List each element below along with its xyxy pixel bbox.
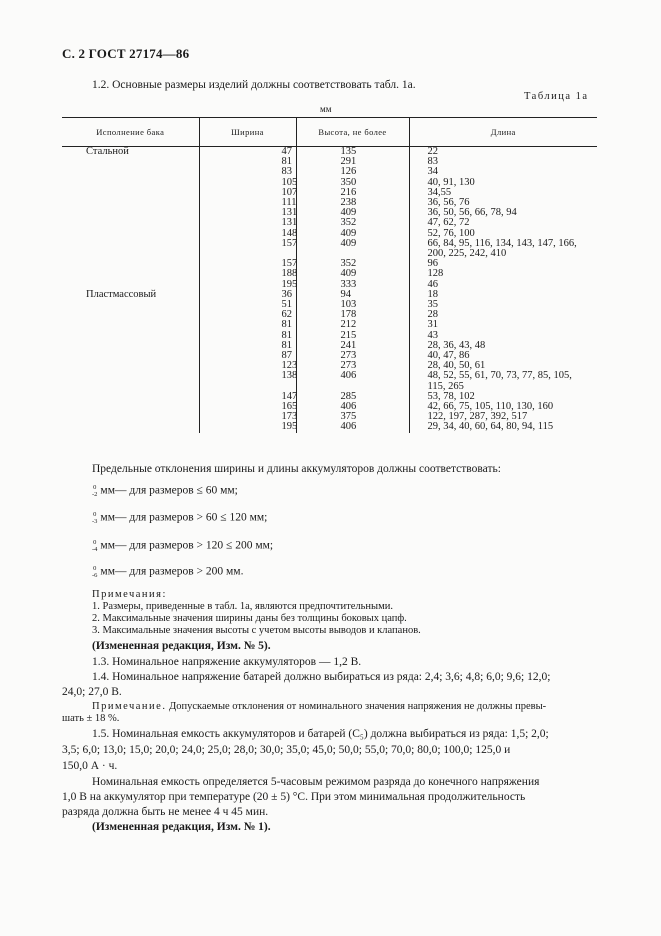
height-cell: 273 [296,361,409,371]
length-line: 122, 197, 287, 392, 517 [427,411,528,423]
material-cell [62,157,199,167]
material-cell [62,229,199,239]
table-row [62,300,597,310]
length-line: 42, 66, 75, 105, 110, 130, 160 [427,401,554,413]
width-cell: 195 [199,280,296,290]
width-cell: 111 [199,198,296,208]
paragraph-1-3: 1.3. Номинальное напряжение аккумуляторов — 1,2 В. [92,656,362,668]
paragraph-capacity: Номинальная емкость определяется 5-часовым режимом разряда до конечного напряжения [92,776,540,788]
length-line: 200, 225, 242, 410 [427,248,507,260]
height-cell: 352 [296,218,409,228]
height-cell: 406 [296,402,409,412]
deviation-line: 0 -4 мм— для размеров > 120 ≤ 200 мм; [92,539,274,553]
material-cell [62,320,199,330]
width-cell: 138 [199,371,296,391]
revision-note: (Измененная редакция, Изм. № 5). [92,640,271,652]
height-cell: 94 [296,290,409,300]
material-cell [62,259,199,269]
notes-title: Примечания: [92,589,167,600]
column-header: Высота, не более [296,118,409,147]
length-line: 46 [427,278,438,290]
height-cell: 241 [296,341,409,351]
height-cell: 352 [296,259,409,269]
height-cell: 178 [296,310,409,320]
height-cell: 215 [296,331,409,341]
height-cell: 103 [296,300,409,310]
material-cell: Стальной [86,146,129,157]
height-cell: 216 [296,188,409,198]
paragraph-1-5: 1.5. Номинальная емкость аккумуляторов и батарей (C₅) должна выбираться из ряда: 1,5; 2,0; [92,728,549,740]
width-cell: 157 [199,259,296,269]
material-cell [62,422,199,432]
length-line: 28, 40, 50, 61 [427,360,486,372]
width-cell: 165 [199,402,296,412]
material-cell [62,331,199,341]
material-cell [62,198,199,208]
width-cell: 148 [199,229,296,239]
material-cell [62,239,199,259]
width-cell: 131 [199,208,296,218]
length-line: 40, 47, 86 [427,350,470,362]
width-cell: 147 [199,392,296,402]
table-row [62,371,597,391]
width-cell: 36 [199,290,296,300]
length-line: 115, 265 [427,380,464,392]
material-cell [62,310,199,320]
height-cell: 285 [296,392,409,402]
material-cell [62,300,199,310]
width-cell: 81 [199,157,296,167]
table-row [62,259,597,269]
length-cell [409,422,597,432]
length-line: 34,55 [427,186,452,198]
width-cell: 105 [199,178,296,188]
length-line: 36, 50, 56, 66, 78, 94 [427,207,517,219]
material-cell [62,208,199,218]
table-row [62,239,597,259]
width-cell: 173 [199,412,296,422]
width-cell: 81 [199,341,296,351]
table-row [62,167,597,177]
height-cell: 333 [296,280,409,290]
tolerance-fraction: 0 -3 [92,511,98,525]
height-cell: 406 [296,422,409,432]
length-cell [409,239,597,259]
length-line: 22 [427,146,438,157]
length-line: 36, 56, 76 [427,197,470,209]
height-cell: 406 [296,371,409,391]
deviation-line: 0 -2 мм— для размеров ≤ 60 мм; [92,484,238,498]
table-row [62,218,597,228]
note-item: 1. Размеры, приведенные в табл. 1а, являются предпочтительными. [92,601,393,612]
table-unit: мм [320,104,332,114]
width-cell: 81 [199,331,296,341]
height-cell: 126 [296,167,409,177]
tolerance-fraction: 0 -2 [92,484,98,498]
paragraph-capacity-cont: 1,0 В на аккумулятор при температуре (20 ± 5) °С. При этом минимальная продолжительность [62,791,526,803]
table-caption: Таблица 1а [524,91,589,102]
width-cell: 51 [199,300,296,310]
material-cell [62,167,199,177]
column-header: Длина [409,118,597,147]
material-cell [62,392,199,402]
note-1-4-cont: шать ± 18 %. [62,713,120,724]
length-line: 83 [427,156,438,168]
height-cell: 409 [296,269,409,279]
table-row [62,208,597,218]
length-line: 31 [427,319,438,331]
table-row [62,290,597,300]
table-row [62,310,597,320]
deviation-intro: Предельные отклонения ширины и длины аккумуляторов должны соответствовать: [92,463,501,475]
length-line: 96 [427,258,438,270]
width-cell: 83 [199,167,296,177]
note-1-4: Примечание. Допускаемые отклонения от номинального значения напряжения не должны превы- [92,701,547,712]
table-row [62,331,597,341]
note-item: 3. Максимальные значения высоты с учетом высоты выводов и клапанов. [92,625,421,636]
height-cell: 375 [296,412,409,422]
height-cell: 350 [296,178,409,188]
revision-note: (Измененная редакция, Изм. № 1). [92,821,271,833]
length-line: 35 [427,299,438,311]
length-line: 43 [427,329,438,341]
length-line: 40, 91, 130 [427,176,475,188]
height-cell: 409 [296,229,409,239]
length-line: 128 [427,268,444,280]
table-row [62,351,597,361]
height-cell: 135 [296,147,409,158]
length-line: 53, 78, 102 [427,390,475,402]
dimensions-table [62,117,597,433]
width-cell: 107 [199,188,296,198]
length-line: 18 [427,288,438,300]
column-header: Исполнение бака [62,118,199,147]
material-cell: Пластмассовый [86,288,157,300]
width-cell: 157 [199,239,296,259]
height-cell: 409 [296,239,409,259]
length-line: 28, 36, 43, 48 [427,339,486,351]
tolerance-fraction: 0 -4 [92,539,98,553]
table-row [62,341,597,351]
table-row [62,188,597,198]
length-line: 34 [427,166,438,178]
height-cell: 273 [296,351,409,361]
length-cell [409,371,597,391]
material-cell [62,188,199,198]
paragraph-1-5-cont: 150,0 А · ч. [62,760,118,772]
table-row [62,269,597,279]
length-line: 29, 34, 40, 60, 64, 80, 94, 115 [427,421,554,433]
note-item: 2. Максимальные значения ширины даны без толщины боковых цапф. [92,613,407,624]
length-line: 52, 76, 100 [427,227,475,239]
length-line: 48, 52, 55, 61, 70, 73, 77, 85, 105, [427,370,572,382]
length-line: 66, 84, 95, 116, 134, 143, 147, 166, [427,237,577,249]
page-header: С. 2 ГОСТ 27174—86 [62,46,190,61]
column-header: Ширина [199,118,296,147]
material-cell [62,412,199,422]
table-row [62,147,597,158]
paragraph-1-4-cont: 24,0; 27,0 В. [62,686,122,698]
width-cell: 87 [199,351,296,361]
table-row [62,422,597,432]
material-cell [62,178,199,188]
width-cell: 62 [199,310,296,320]
height-cell: 212 [296,320,409,330]
material-cell [62,269,199,279]
table-row [62,320,597,330]
height-cell: 238 [296,198,409,208]
width-cell: 123 [199,361,296,371]
width-cell: 131 [199,218,296,228]
width-cell: 81 [199,320,296,330]
paragraph-capacity-cont: разряда должна быть не менее 4 ч 45 мин. [62,806,269,818]
deviation-line: 0 -6 мм— для размеров > 200 мм. [92,565,244,579]
length-line: 47, 62, 72 [427,217,470,229]
height-cell: 409 [296,208,409,218]
deviation-line: 0 -3 мм— для размеров > 60 ≤ 120 мм; [92,511,268,525]
material-cell [62,218,199,228]
material-cell [62,371,199,391]
paragraph-1-5-cont: 3,5; 6,0; 13,0; 15,0; 20,0; 24,0; 25,0; 28,0; 30,0; 35,0; 45,0; 50,0; 55,0; 70,0; 80,0; 100,0; 125,0 и [62,744,511,756]
paragraph-1-4: 1.4. Номинальное напряжение батарей должно выбираться из ряда: 2,4; 3,6; 4,8; 6,0; 9,6; 12,0; [92,671,551,683]
width-cell: 188 [199,269,296,279]
material-cell [62,361,199,371]
intro-paragraph: 1.2. Основные размеры изделий должны соответствовать табл. 1а. [92,79,416,91]
length-line: 28 [427,309,438,321]
height-cell: 291 [296,157,409,167]
material-cell [62,341,199,351]
tolerance-fraction: 0 -6 [92,565,98,579]
material-cell [62,351,199,361]
width-cell: 195 [199,422,296,432]
material-cell [62,402,199,412]
table-row [62,157,597,167]
width-cell: 47 [199,147,296,158]
table-row [62,178,597,188]
